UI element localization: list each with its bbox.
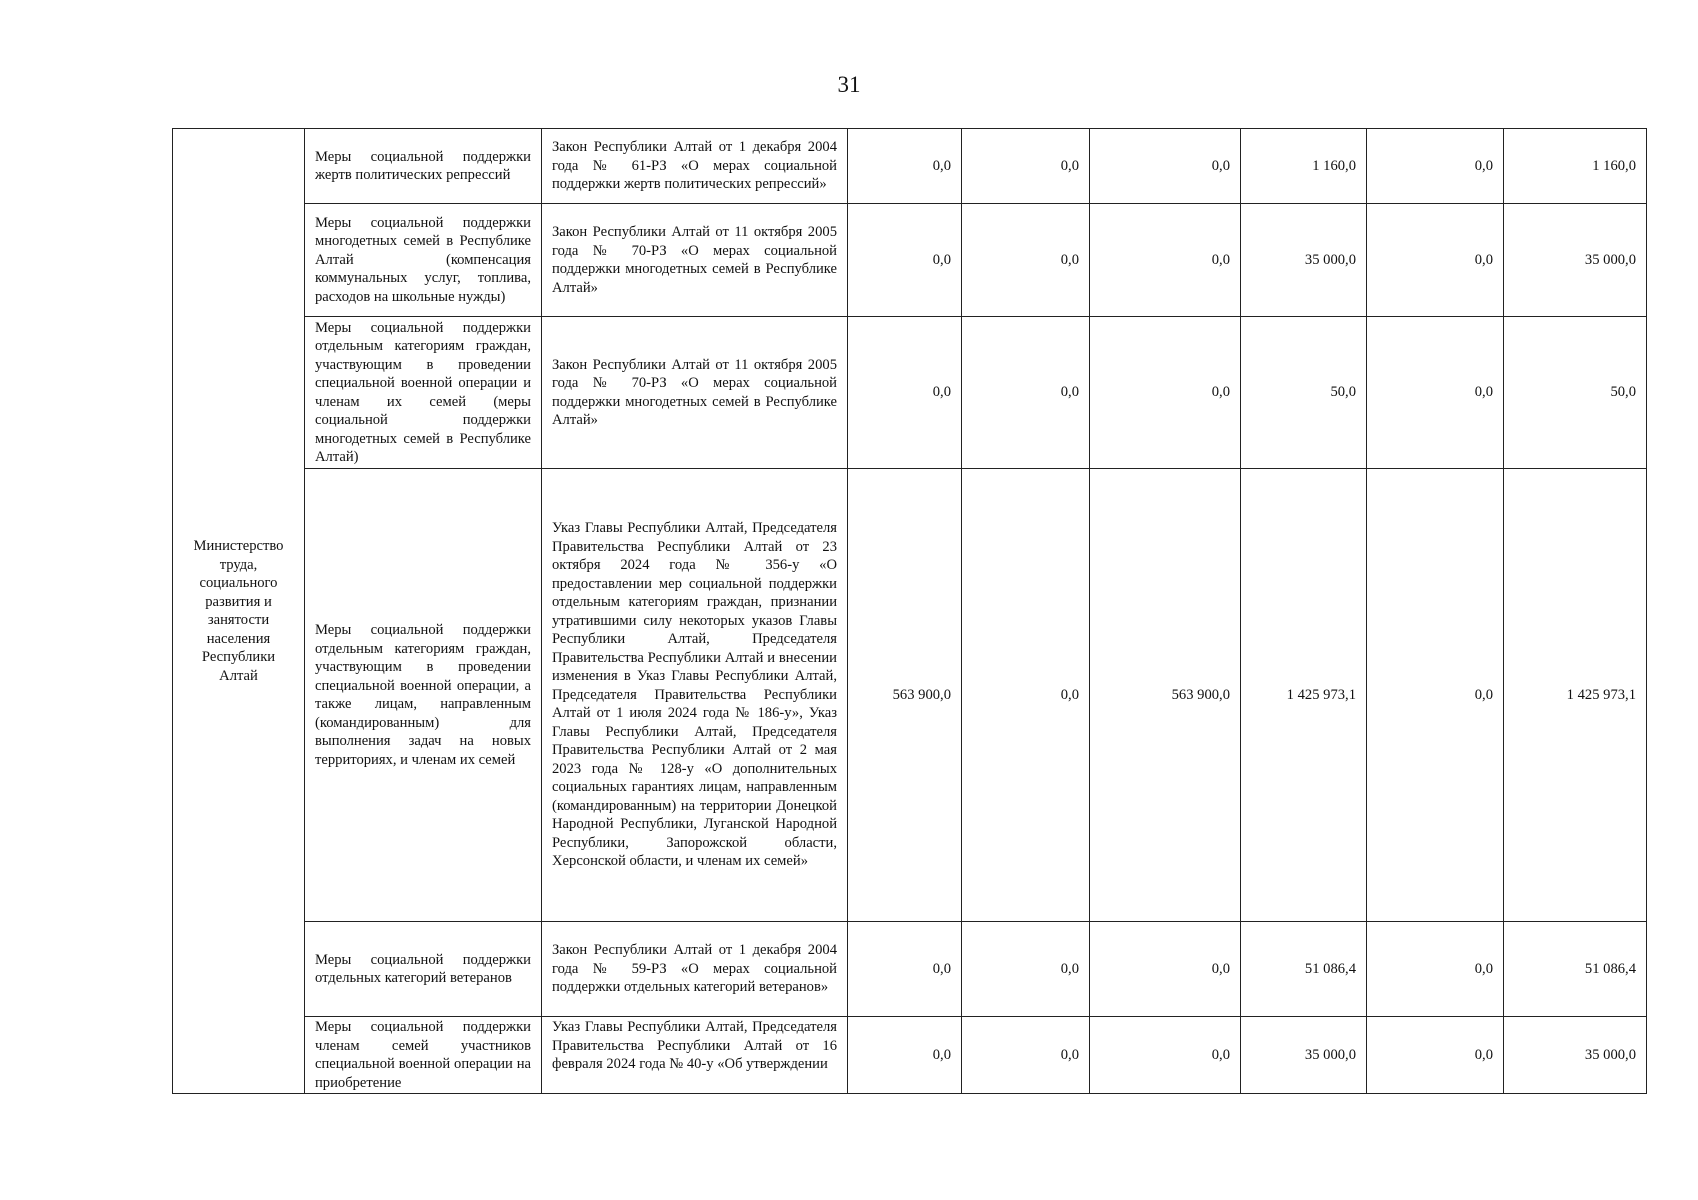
value-cell: 35 000,0 [1241,204,1367,317]
law-cell: Закон Республики Алтай от 1 декабря 2004 года № 61-РЗ «О мерах социальной поддержки жертв политических репрессий» [542,129,848,204]
measure-cell: Меры социальной поддержки отдельным категориям граждан, участвующим в проведении специальной военной операции и членам их семей (меры социальной поддержки многодетных семей в Республике Алтай) [305,317,542,469]
value-cell: 0,0 [1367,204,1504,317]
value-cell: 0,0 [848,922,962,1017]
table-row [173,469,1647,922]
value-cell: 0,0 [1090,129,1241,204]
measure-cell: Меры социальной поддержки членам семей участников специальной военной операции на приобретение [305,1017,542,1094]
value-cell: 1 160,0 [1504,129,1647,204]
law-cell: Закон Республики Алтай от 11 октября 2005 года № 70-РЗ «О мерах социальной поддержки многодетных семей в Республике Алтай» [542,317,848,469]
table-row [173,1017,1647,1094]
value-cell: 0,0 [1367,922,1504,1017]
value-cell: 0,0 [848,1017,962,1094]
measure-cell: Меры социальной поддержки отдельным категориям граждан, участвующим в проведении специальной военной операции, а также лицам, направленным (командированным) для выполнения задач на новых территориях, и членам их семей [305,469,542,922]
value-cell: 0,0 [1090,317,1241,469]
value-cell: 0,0 [1090,1017,1241,1094]
measure-cell: Меры социальной поддержки многодетных семей в Республике Алтай (компенсация коммунальных услуг, топлива, расходов на школьные нужды) [305,204,542,317]
value-cell: 51 086,4 [1504,922,1647,1017]
organization-cell: Министерство труда, социального развития и занятости населения Республики Алтай [173,129,305,1094]
value-cell: 0,0 [962,1017,1090,1094]
value-cell: 35 000,0 [1241,1017,1367,1094]
value-cell: 563 900,0 [848,469,962,922]
law-cell: Указ Главы Республики Алтай, Председателя Правительства Республики Алтай от 23 октября 2024 года № 356-у «О предоставлении мер социальной поддержки отдельным категориям граждан, признании утратившими силу некоторых указов Главы Республики Алтай, Председателя Правительства Республики Алтай и внесении изменения в Указ Главы Республики Алтай, Председателя Правительства Республики Алтай от 1 июля 2024 года № 186-у», Указ Главы Республики Алтай, Председателя Правительства Республики Алтай от 2 мая 2023 года № 128-у «О дополнительных социальных гарантиях лицам, направленным (командированным) на территории Донецкой Народной Республики, Луганской Народной Республики, Запорожской области, Херсонской области, и членам их семей» [542,469,848,922]
value-cell: 0,0 [962,317,1090,469]
value-cell: 0,0 [1090,922,1241,1017]
table-row [173,204,1647,317]
value-cell: 0,0 [962,204,1090,317]
value-cell: 563 900,0 [1090,469,1241,922]
value-cell: 51 086,4 [1241,922,1367,1017]
page-number: 31 [837,72,861,97]
value-cell: 50,0 [1241,317,1367,469]
value-cell: 1 160,0 [1241,129,1367,204]
value-cell: 1 425 973,1 [1241,469,1367,922]
value-cell: 0,0 [1367,129,1504,204]
value-cell: 0,0 [1367,317,1504,469]
measure-cell: Меры социальной поддержки отдельных категорий ветеранов [305,922,542,1017]
value-cell: 0,0 [1367,469,1504,922]
law-cell: Закон Республики Алтай от 11 октября 2005 года № 70-РЗ «О мерах социальной поддержки многодетных семей в Республике Алтай» [542,204,848,317]
value-cell: 0,0 [848,129,962,204]
law-cell: Указ Главы Республики Алтай, Председателя Правительства Республики Алтай от 16 февраля 2024 года № 40-у «Об утверждении [542,1017,848,1094]
value-cell: 0,0 [962,469,1090,922]
table-row [173,317,1647,469]
table-row [173,129,1647,204]
value-cell: 0,0 [1367,1017,1504,1094]
value-cell: 0,0 [848,317,962,469]
measure-cell: Меры социальной поддержки жертв политических репрессий [305,129,542,204]
value-cell: 35 000,0 [1504,204,1647,317]
value-cell: 0,0 [962,129,1090,204]
value-cell: 35 000,0 [1504,1017,1647,1094]
value-cell: 0,0 [1090,204,1241,317]
value-cell: 0,0 [962,922,1090,1017]
budget-table [172,128,1647,1094]
law-cell: Закон Республики Алтай от 1 декабря 2004 года № 59-РЗ «О мерах социальной поддержки отдельных категорий ветеранов» [542,922,848,1017]
value-cell: 50,0 [1504,317,1647,469]
value-cell: 0,0 [848,204,962,317]
value-cell: 1 425 973,1 [1504,469,1647,922]
table-row [173,922,1647,1017]
